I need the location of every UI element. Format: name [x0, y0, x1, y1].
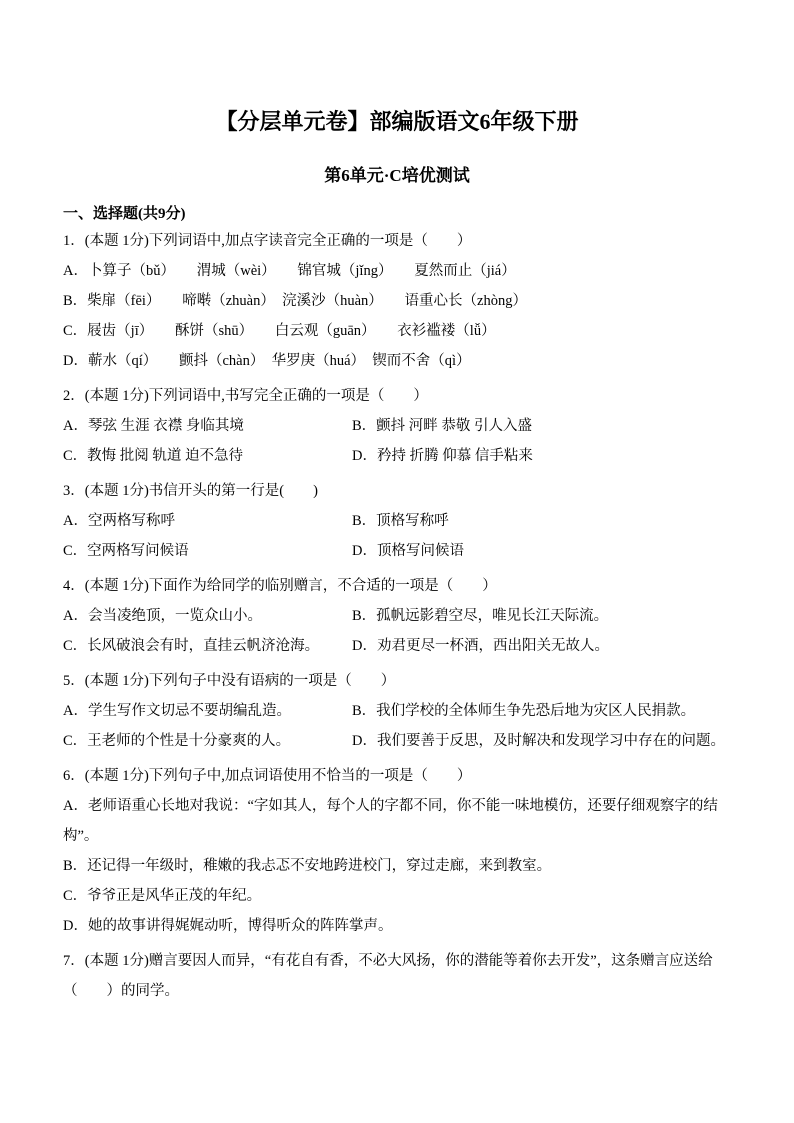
question-5-options-row-1 — [63, 696, 731, 726]
question-6 — [63, 761, 731, 941]
question-2-option-c: C．教悔 批阅 轨道 迫不急待 — [63, 448, 244, 464]
question-2-stem: 2．(本题 1分)下列词语中,书写完全正确的一项是（ ） — [63, 388, 428, 404]
question-1 — [63, 226, 731, 376]
question-3 — [63, 476, 731, 566]
question-2-options-row-2 — [63, 441, 731, 471]
question-6-stem: 6．(本题 1分)下列句子中,加点词语使用不恰当的一项是（ ） — [63, 768, 472, 784]
question-3-option-b: B．顶格写称呼 — [352, 513, 449, 529]
question-3-stem: 3．(本题 1分)书信开头的第一行是( ) — [63, 483, 318, 499]
question-6-option-a: A．老师语重心长地对我说：“字如其人，每个人的字都不同，你不能一味地模仿，还要仔细观察字的结构”。 — [63, 798, 718, 844]
question-2-options-row-1 — [63, 411, 731, 441]
question-3-options-row-2 — [63, 536, 731, 566]
question-2 — [63, 381, 731, 471]
question-4-stem: 4．(本题 1分)下面作为给同学的临别赠言，不合适的一项是（ ） — [63, 578, 497, 594]
question-4-option-b: B．孤帆远影碧空尽，唯见长江天际流。 — [352, 608, 609, 624]
question-1-option-b: B．柴扉（fēi） 啼啭（zhuàn） 浣溪沙（huàn） 语重心长（zhòng） — [63, 293, 527, 309]
question-4-option-c: C．长风破浪会有时，直挂云帆济沧海。 — [63, 638, 320, 654]
question-3-option-a: A．空两格写称呼 — [63, 513, 175, 529]
question-7-stem: 7．(本题 1分)赠言要因人而异，“有花自有香，不必大风扬，你的潜能等着你去开发”，这条赠言应送给（ ）的同学。 — [63, 953, 713, 999]
question-4 — [63, 571, 731, 661]
question-2-option-a: A．琴弦 生涯 衣襟 身临其境 — [63, 418, 244, 434]
question-5 — [63, 666, 731, 756]
question-5-options-row-2 — [63, 726, 731, 756]
question-2-option-b: B．颤抖 河畔 恭敬 引人入盛 — [352, 418, 533, 434]
question-1-option-c: C．屐齿（jī） 酥饼（shū） 白云观（guān） 衣衫褴褛（lǚ） — [63, 323, 496, 339]
question-5-option-c: C．王老师的个性是十分豪爽的人。 — [63, 733, 291, 749]
document-title: 【分层单元卷】部编版语文6年级下册 — [215, 109, 579, 134]
document-subtitle: 第6单元·C培优测试 — [324, 166, 470, 185]
question-3-options-row-1 — [63, 506, 731, 536]
question-5-option-d: D．我们要善于反思，及时解决和发现学习中存在的问题。 — [352, 733, 725, 749]
question-6-option-b: B．还记得一年级时，稚嫩的我忐忑不安地跨进校门，穿过走廊，来到教室。 — [63, 858, 552, 874]
question-4-option-a: A．会当凌绝顶，一览众山小。 — [63, 608, 262, 624]
section-heading: 一、选择题(共9分) — [63, 206, 186, 222]
question-4-options-row-2 — [63, 631, 731, 661]
question-7 — [63, 946, 731, 1006]
question-4-options-row-1 — [63, 601, 731, 631]
question-5-option-a: A．学生写作文切忌不要胡编乱造。 — [63, 703, 291, 719]
question-3-option-c: C．空两格写问候语 — [63, 543, 189, 559]
question-6-option-d: D．她的故事讲得娓娓动听，博得听众的阵阵掌声。 — [63, 918, 393, 934]
question-5-stem: 5．(本题 1分)下列句子中没有语病的一项是（ ） — [63, 673, 396, 689]
question-1-stem: 1．(本题 1分)下列词语中,加点字读音完全正确的一项是（ ） — [63, 233, 472, 249]
question-3-option-d: D．顶格写问候语 — [352, 543, 464, 559]
question-1-option-d: D．蕲水（qí） 颤抖（chàn） 华罗庚（huá） 锲而不舍（qì） — [63, 353, 471, 369]
question-4-option-d: D．劝君更尽一杯酒，西出阳关无故人。 — [352, 638, 609, 654]
question-5-option-b: B．我们学校的全体师生争先恐后地为灾区人民捐款。 — [352, 703, 696, 719]
question-6-option-c: C．爷爷正是风华正茂的年纪。 — [63, 888, 262, 904]
question-1-option-a: A．卜算子（bǔ） 渭城（wèi） 锦官城（jǐng） 夏然而止（jiá） — [63, 263, 516, 279]
question-2-option-d: D．矜持 折腾 仰慕 信手粘来 — [352, 448, 533, 464]
